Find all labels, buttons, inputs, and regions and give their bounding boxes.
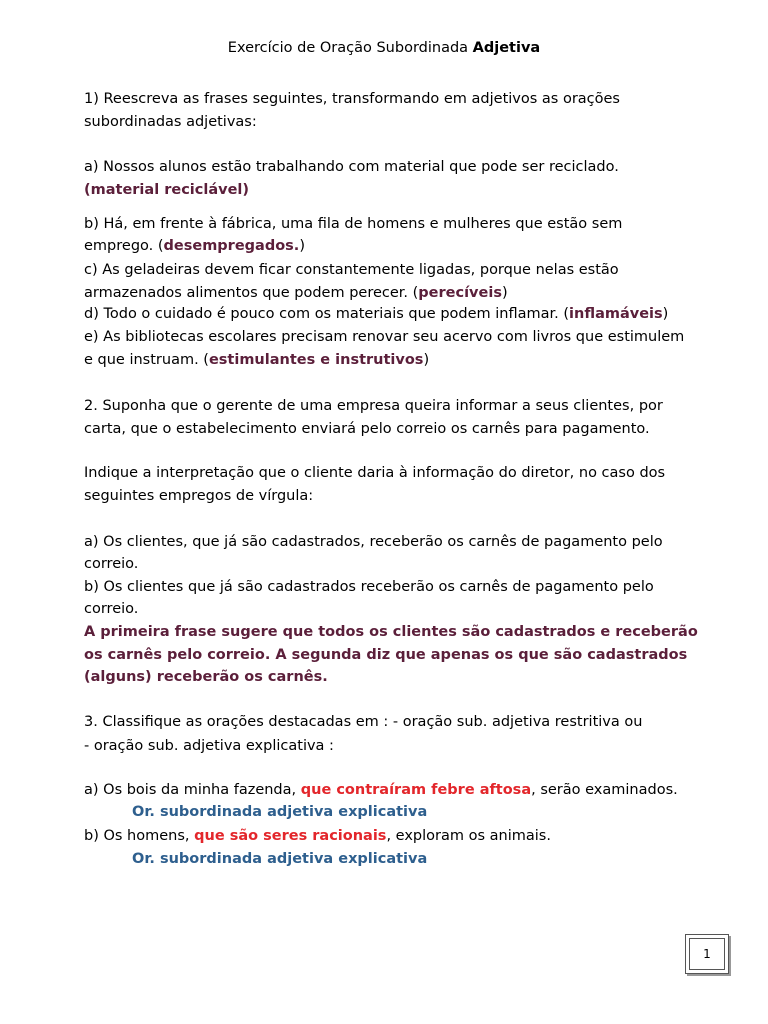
q2-b-line2: correio. [84, 601, 139, 617]
q2-a-line2: correio. [84, 556, 139, 572]
q1-b-line2 [84, 236, 305, 256]
q1-e-line1: e) As bibliotecas escolares precisam renovar seu acervo com livros que estimulem [84, 329, 685, 345]
q3-line1: 3. Classifique as orações destacadas em : - oração sub. adjetiva restritiva ou [84, 714, 643, 730]
q1-e-line2 [84, 350, 429, 370]
q3-b-pre: b) Os homens, [84, 828, 195, 844]
q2-answer-line3: (alguns) receberão os carnês. [84, 669, 328, 685]
q2-line1: 2. Suponha que o gerente de uma empresa queira informar a seus clientes, por [84, 398, 663, 414]
q3-b-post: , exploram os animais. [386, 828, 551, 844]
q1-c-close: ) [501, 285, 508, 301]
q3-line2: - oração sub. adjetiva explicativa : [84, 738, 334, 754]
q1-a-text: a) Nossos alunos estão trabalhando com material que pode ser reciclado. [84, 159, 619, 175]
q3-a-pre: a) Os bois da minha fazenda, [84, 782, 301, 798]
title-bold: Adjetiva [472, 40, 541, 56]
page-title [0, 40, 768, 56]
q1-line2: subordinadas adjetivas: [84, 114, 257, 130]
q2-answer-line1: A primeira frase sugere que todos os clientes são cadastrados e receberão [84, 624, 698, 640]
q1-c-line1: c) As geladeiras devem ficar constantemente ligadas, porque nelas estão [84, 262, 619, 278]
q1-b-line1: b) Há, em frente à fábrica, uma fila de homens e mulheres que estão sem [84, 216, 623, 232]
q2-a-line1: a) Os clientes, que já são cadastrados, receberão os carnês de pagamento pelo [84, 534, 663, 550]
q1-c-pre: armazenados alimentos que podem perecer. ( [84, 285, 419, 301]
q3-a-post: , serão examinados. [531, 782, 678, 798]
q2-line4: seguintes empregos de vírgula: [84, 488, 314, 504]
q3-b-line [84, 826, 551, 846]
q2-line2: carta, que o estabelecimento enviará pelo correio os carnês para pagamento. [84, 421, 650, 437]
q1-e-answer: estimulantes e instrutivos [208, 352, 424, 368]
q1-e-close: ) [423, 352, 430, 368]
q1-b-close: ) [299, 238, 305, 254]
q1-b-pre: emprego. ( [84, 238, 164, 254]
q1-line1: 1) Reescreva as frases seguintes, transformando em adjetivos as orações [84, 91, 620, 107]
page-number: 1 [689, 938, 725, 970]
q2-answer-line2: os carnês pelo correio. A segunda diz que apenas os que são cadastrados [84, 647, 688, 663]
q1-d-answer: inflamáveis [569, 306, 663, 322]
q3-b-answer: Or. subordinada adjetiva explicativa [132, 851, 428, 867]
title-plain: Exercício de Oração Subordinada [227, 40, 473, 56]
q2-b-line1: b) Os clientes que já são cadastrados receberão os carnês de pagamento pelo [84, 579, 654, 595]
q1-a-answer: (material reciclável) [84, 182, 249, 198]
q1-d-line [84, 304, 668, 324]
q3-a-line [84, 780, 678, 800]
q3-a-highlight: que contraíram febre aftosa [300, 782, 532, 798]
q1-c-answer: perecíveis [418, 285, 502, 301]
q1-b-answer: desempregados. [163, 238, 300, 254]
q3-a-answer: Or. subordinada adjetiva explicativa [132, 804, 428, 820]
q1-d-pre: d) Todo o cuidado é pouco com os materiais que podem inflamar. ( [84, 306, 570, 322]
page-number-box [685, 934, 729, 974]
q2-line3: Indique a interpretação que o cliente daria à informação do diretor, no caso dos [84, 465, 666, 481]
q1-e-pre: e que instruam. ( [84, 352, 209, 368]
q1-d-close: ) [662, 306, 669, 322]
q3-b-highlight: que são seres racionais [194, 828, 387, 844]
q1-c-line2 [84, 283, 508, 303]
